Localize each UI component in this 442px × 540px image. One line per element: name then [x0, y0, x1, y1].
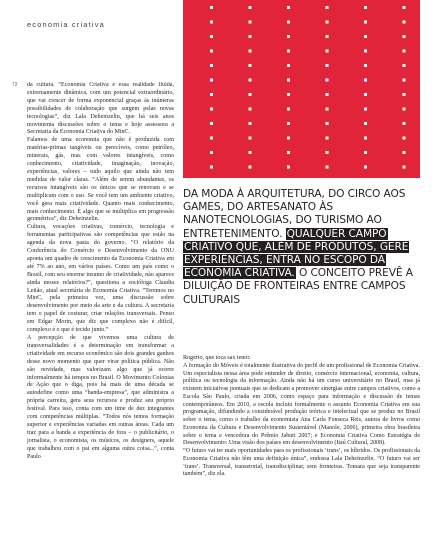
dot-mark	[326, 137, 329, 140]
dot-mark	[326, 79, 329, 82]
left-paragraph-3: Cultura, vocações criativas, comércio, tecnologia e ferramentas participativas são competências que estão na agenda da nova pasta do governo. “O relatório da Conferência do Comércio e Desenvolvimento da ONU aponta um quadro de crescimento da Economia Criativa em até 7% ao ano, em vários países. Como um país como o Brasil, com seu enorme insumo de criatividade, não aparece ainda nesses relatórios?”, questiona a socióloga Claudia Leitão, atual secretária de Economia Criativa. “Teremos no MinC, pela primeira vez, uma discussão sobre desenvolvimento por meio da arte e da cultura. A secretaria tem o papel de costurar, criar relações transversais. Penso em Edgar Morin, que diz que complexo não é difícil, complexo é o que é tecido junto.”	[27, 224, 174, 334]
dot-mark	[403, 151, 406, 154]
right-paragraph-3: “O futuro vai ter mais oportunidades para os profissionais ‘trans’, os híbridos. Os profissionais da Economia Criativa não têm uma definição única”, endossa Lala Deheinzelin. “O futuro vai ser ‘trans’. Transversal, transetorial, transdisciplinar, sem fronteiras. Tomara que seja transparente também”, diz ela.	[183, 448, 420, 478]
dot-mark	[287, 6, 290, 9]
dot-mark	[403, 35, 406, 38]
dot-mark	[364, 6, 367, 9]
dot-mark	[326, 50, 329, 53]
dot-mark	[210, 35, 213, 38]
dot-mark	[403, 108, 406, 111]
pull-quote-highlight: QUALQUER CAMPO CRIATIVO QUE, ALÉM DE PRODUTOS, GERE EXPERIÊNCIAS, ENTRA NO ESCOPO DA ECONOMIA CRIATIVA.	[184, 227, 409, 280]
dot-mark	[249, 64, 252, 67]
dot-mark	[287, 151, 290, 154]
right-paragraph-2: A formação do Móveis é totalmente ilustrativa do perfil de um profissional de Economia Criativa. Um especialista nessa área pode entender de direito, comércio internacional, economia, cultura, política ou tecnologia da informação. Ainda não há um curso universitário no Brasil, mas já existem iniciativas pontuais que se dedicam a promover sinergias entre campos criativos, como a Escola São Paulo, criada em 2006, como espaço para informação e discussão de temas contemporâneos. Em 2010, a escola incluiu formalmente o assunto Economia Criativa em sua programação, difundindo a considerável produção teórica e intelectual que se produz no Brasil sobre o tema, como o trabalho da economista Ana Carla Fonseca Reis, autora de livros como Economia da Cultura e Desenvolvimento Sustentável (Manole, 2006), primeira obra brasileira sobre o tema e vencedora do Prêmio Jabuti 2007; e Economia Criativa Como Estratégia de Desenvolvimento: Uma visão dos países em desenvolvimento (Itaú Cultural, 2008).	[183, 362, 420, 447]
right-paragraph-1: Rogério, que toca sax tenor.	[183, 355, 251, 361]
dot-mark	[364, 35, 367, 38]
dot-mark	[249, 93, 252, 96]
dot-mark	[364, 108, 367, 111]
dot-mark	[364, 21, 367, 24]
dot-mark	[287, 35, 290, 38]
left-paragraph-2: Falamos de uma economia que não é produzida com matérias-primas tangíveis ou perecíveis, como petróleo, minerais, gás, mas com valores intangíveis, como conhecimento, criatividade, imaginação, inovação, experiências, valores – tudo aquilo que ainda não tem medidas de valor claras. “Além de serem abundantes, os recursos intangíveis são os únicos que se renovam e se multiplicam com o uso. Se você tem um ambiente criativo, você gera mais criatividade. Quanto mais conhecimento, mais conhecimento. É algo que se multiplica em progressão geométrica”, diz Deheinzelin.	[27, 137, 174, 223]
red-decorative-block	[183, 0, 420, 178]
dot-mark	[287, 122, 290, 125]
pull-quote	[183, 188, 420, 307]
pull-quote-tail: O CONCEITO PREVÊ A DILUIÇÃO DE FRONTEIRAS ENTRE CAMPOS CULTURAIS	[183, 267, 413, 306]
left-paragraph-4: A percepção de que vivemos uma cultura de transversalidades é a determinação em transformar a criatividade em recurso econômico são dois grandes ganhos desse novo momento que quer virar política pública. Não são novidade, mas valorizam algo que já ocorre informalmente há tempos no Brasil. O Movimento Colonias de Ação que o diga, pois há mais de uma década se autodefine como uma “banda-empresa”, que administra a própria carreira, gera seus recursos e produz seu próprio festival. Para isso, conta com um time de dez integrantes com competências múltiplas. “Todos nós temos formação superior e experiências variadas em outras áreas. Cada um traz para a banda a experiência de fora – o publicitário, o jornalista, o economista, os músicos, os designers, aquele que trabalhou com o pai em alguma outra coisa...”, conta Paulo	[27, 335, 174, 460]
dot-mark	[210, 79, 213, 82]
page-number: 72	[12, 82, 18, 88]
dot-mark	[403, 122, 406, 125]
dot-mark	[287, 137, 290, 140]
pull-quote-lead: DA MODA À ARQUITETURA, DO CIRCO AOS GAMES, DO ARTESANATO ÀS NANOTECNOLOGIAS, DO TURISMO AO ENTRETENIMENTO.	[183, 188, 406, 240]
dot-mark	[287, 21, 290, 24]
dot-mark	[403, 166, 406, 169]
right-text-column	[183, 355, 420, 537]
dot-mark	[249, 166, 252, 169]
dot-mark	[210, 151, 213, 154]
dot-mark	[326, 108, 329, 111]
left-paragraph-1: da cultura. “Economia Criativa é essa realidade fluida, extremamente dinâmica, com um potencial extraordinário, que vai crescer de forma exponencial graças às inúmeras possibilidades de colaboração que surgem pelas novas tecnologias”, diz Lala Deheinzelin, que há seis anos movimenta discussões sobre o tema e hoje assessora a Secretaria da Economia Criativa do MinC.	[27, 82, 174, 136]
dot-mark	[403, 64, 406, 67]
dot-mark	[287, 50, 290, 53]
dot-mark	[403, 79, 406, 82]
dot-mark	[364, 122, 367, 125]
dot-mark	[326, 64, 329, 67]
dot-mark	[210, 21, 213, 24]
dot-mark	[364, 166, 367, 169]
dot-mark	[326, 122, 329, 125]
dot-mark	[403, 93, 406, 96]
dot-mark	[364, 79, 367, 82]
dot-mark	[326, 35, 329, 38]
dot-mark	[249, 21, 252, 24]
dot-mark	[364, 151, 367, 154]
dot-mark	[326, 21, 329, 24]
dot-mark	[249, 137, 252, 140]
dot-mark	[364, 64, 367, 67]
dot-mark	[249, 50, 252, 53]
dot-mark	[326, 151, 329, 154]
dot-mark	[403, 6, 406, 9]
dot-mark	[326, 6, 329, 9]
dot-mark	[210, 64, 213, 67]
dot-mark	[210, 122, 213, 125]
dot-mark	[326, 93, 329, 96]
dot-mark	[287, 64, 290, 67]
dot-mark	[403, 137, 406, 140]
dot-mark	[249, 108, 252, 111]
dot-mark	[210, 6, 213, 9]
dot-mark	[210, 50, 213, 53]
dot-mark	[403, 50, 406, 53]
dot-mark	[210, 166, 213, 169]
dot-mark	[287, 93, 290, 96]
dot-mark	[403, 21, 406, 24]
dot-mark	[210, 137, 213, 140]
dot-pattern-graphic	[206, 2, 406, 178]
dot-mark	[364, 93, 367, 96]
dot-mark	[287, 79, 290, 82]
left-text-column	[27, 82, 174, 534]
dot-mark	[364, 50, 367, 53]
dot-mark	[364, 137, 367, 140]
dot-mark	[210, 93, 213, 96]
dot-mark	[249, 35, 252, 38]
dot-mark	[249, 151, 252, 154]
dot-mark	[249, 79, 252, 82]
dot-mark	[249, 122, 252, 125]
section-header: economia criativa	[27, 20, 105, 29]
dot-mark	[326, 166, 329, 169]
dot-mark	[287, 166, 290, 169]
dot-mark	[287, 108, 290, 111]
dot-mark	[210, 108, 213, 111]
dot-mark	[249, 6, 252, 9]
